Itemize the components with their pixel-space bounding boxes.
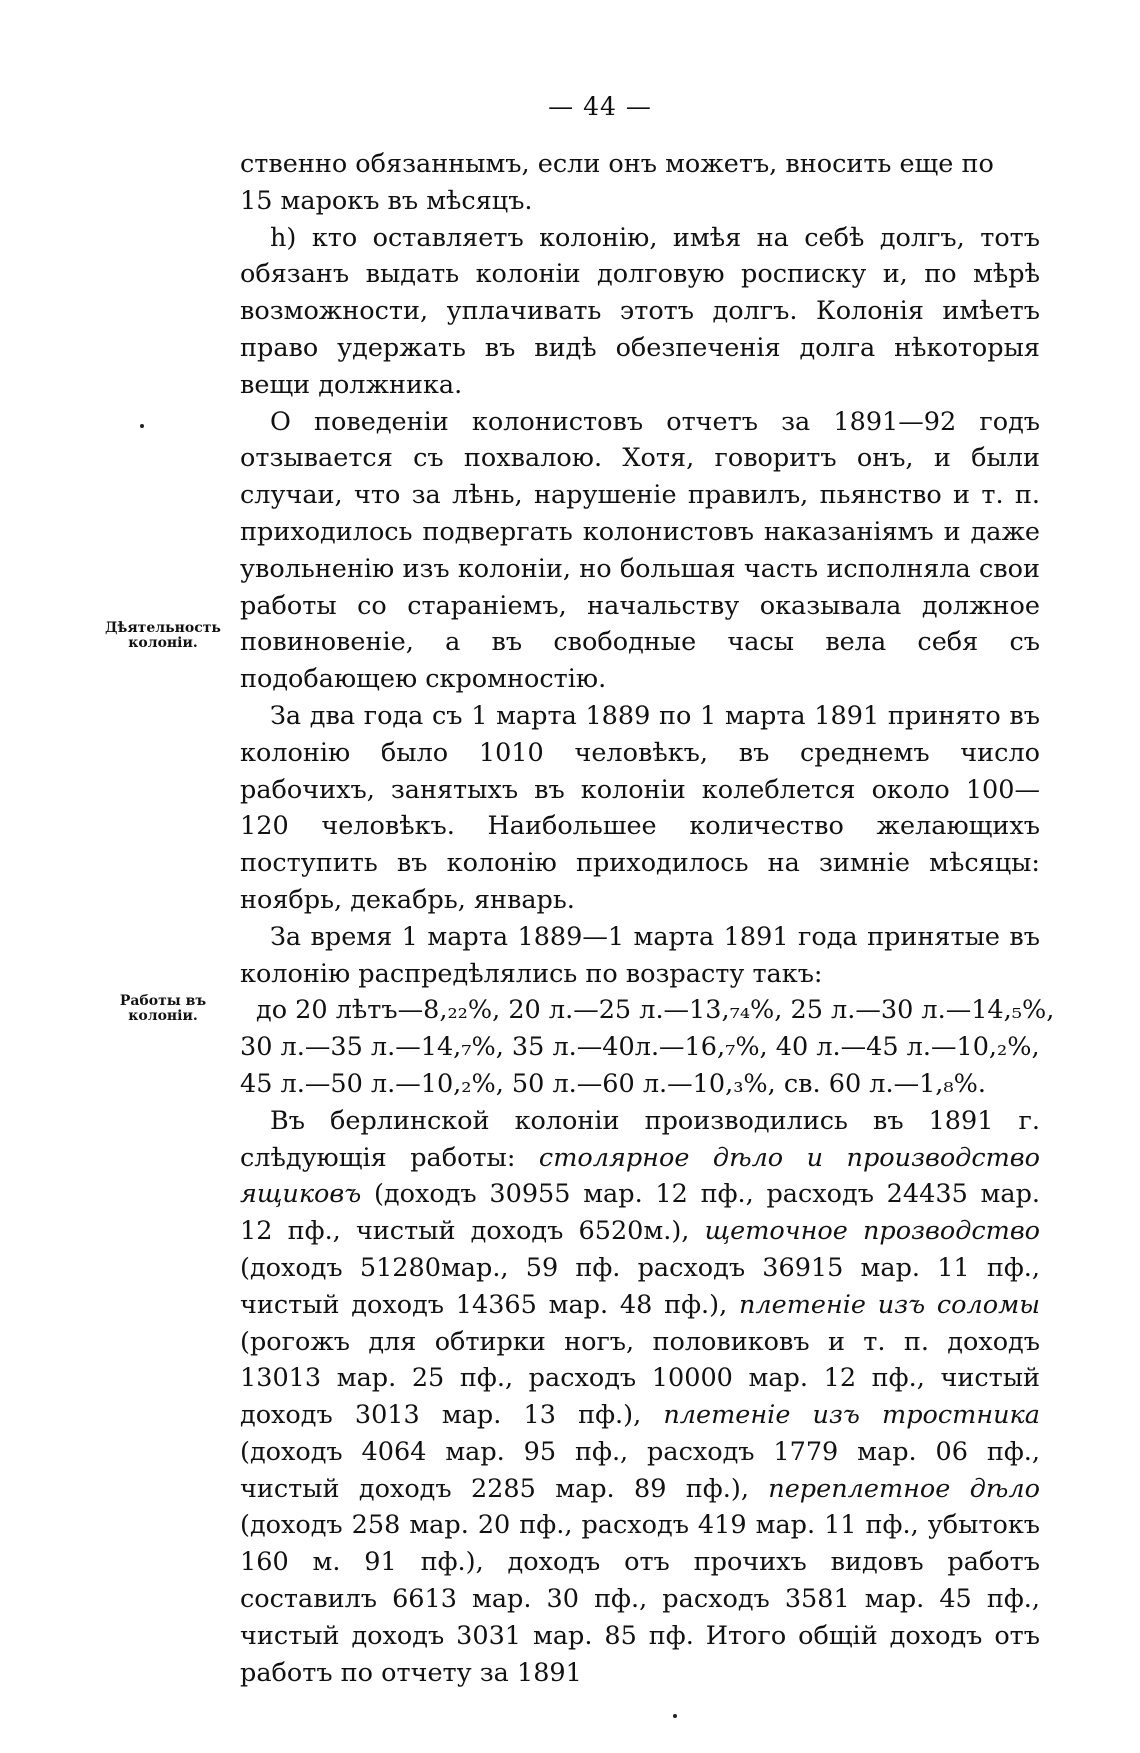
works-carpentry-label: столярное дѣло и производство ящиковъ [240,1142,1040,1210]
age-row: 30 л.—35 л.—14,₇%, 35 л.—40л.—16,₇%, 40 л.—45 л.—10,₂%, [240,1032,1040,1063]
paragraph-activity: За два года съ 1 марта 1889 по 1 марта 1891 принято въ колонію было 1010 человѣкъ, въ среднемъ число рабочихъ, занятыхъ въ колоніи колеблется около 100—120 человѣкъ. Наибольшее количество желающихъ поступить въ колонію приходилось на зимніе мѣсяцы: ноябрь, декабрь, январь. [240,700,1040,915]
paragraph-behavior: О поведеніи колонистовъ отчетъ за 1891—92 годъ отзывается съ похвалою. Хотя, говоритъ онъ, и были случаи, что за лѣнь, нарушеніе правилъ, пьянство и т. п. приходилось подвергать колонистовъ наказаніямъ и даже увольненію изъ колоніи, но большая часть исполняла свои работы со стараніемъ, начальству оказывала должное повиновеніе, а въ свободные часы вела себя съ подобающею скромностію. [240,406,1040,695]
works-intro: Въ берлинской колоніи производились въ 1891 г. слѣдующія работы: [240,1105,1040,1173]
print-speck [140,424,144,428]
page-number: — 44 — [548,92,652,121]
works-brush-text: (доходъ 51280мар., 59 пф. расходъ 36915 мар. 11 пф., чистый доходъ 14365 мар. 48 пф.), [240,1252,1040,1320]
margin-note-works: Работы въ колоніи. [119,993,207,1024]
margin-note-activity: Дѣятельность колоніи. [105,620,221,651]
age-row: до 20 лѣтъ—8,₂₂%, 20 л.—25 л.—13,₇₄%, 25 л.—30 л.—14,₅%, [256,995,1055,1026]
works-straw-label: плетеніе изъ соломы [738,1289,1040,1320]
age-row: 45 л.—50 л.—10,₂%, 50 л.—60 л.—10,₃%, св. 60 л.—1,₈%. [240,1068,986,1099]
works-binding-text: (доходъ 258 мар. 20 пф., расходъ 419 мар. 11 пф., убытокъ 160 м. 91 пф.), доходъ отъ прочихъ видовъ работъ составилъ 6613 мар. 30 пф., расходъ 3581 мар. 45 пф., чистый доходъ 3031 мар. 85 пф. Итого общій доходъ отъ работъ по отчету за 1891 [240,1510,1040,1688]
print-speck [673,1714,677,1718]
paragraph-rule-h: h) кто оставляетъ колонію, имѣя на себѣ долгъ, тотъ обязанъ выдать колоніи долговую росписку и, по мѣрѣ возможности, уплачивать этотъ долгъ. Колонія имѣетъ право удержать въ видѣ обезпеченія долга нѣкоторыя вещи должника. [240,222,1040,400]
works-brush-label: щеточное прозводство [704,1216,1041,1247]
paragraph-works [240,1103,1040,1692]
paragraph-continuation [240,146,1040,220]
works-reed-label: плетеніе изъ тростника [663,1400,1040,1431]
text-line: 15 марокъ въ мѣсяцъ. [240,185,533,216]
works-binding-label: переплетное дѣло [768,1473,1040,1504]
works-carpentry-text: (доходъ 30955 мар. 12 пф., расходъ 24435 мар. 12 пф., чистый доходъ 6520м.), [240,1179,1040,1247]
works-reed-text: (доходъ 4064 мар. 95 пф., расходъ 1779 мар. 06 пф., чистый доходъ 2285 мар. 89 пф.), [240,1436,1040,1504]
body-text [240,146,1055,1691]
text-line: ственно обязаннымъ, если онъ можетъ, вносить еще по [240,149,994,179]
works-straw-text: (рогожъ для обтирки ногъ, половиковъ и т. п. доходъ 13013 мар. 25 пф., расходъ 10000 мар. 12 пф., чистый доходъ 3013 мар. 13 пф.), [240,1326,1040,1431]
paragraph-age-intro: За время 1 марта 1889—1 марта 1891 года принятые въ колонію распредѣлялись по возрасту такъ: [240,921,1040,989]
